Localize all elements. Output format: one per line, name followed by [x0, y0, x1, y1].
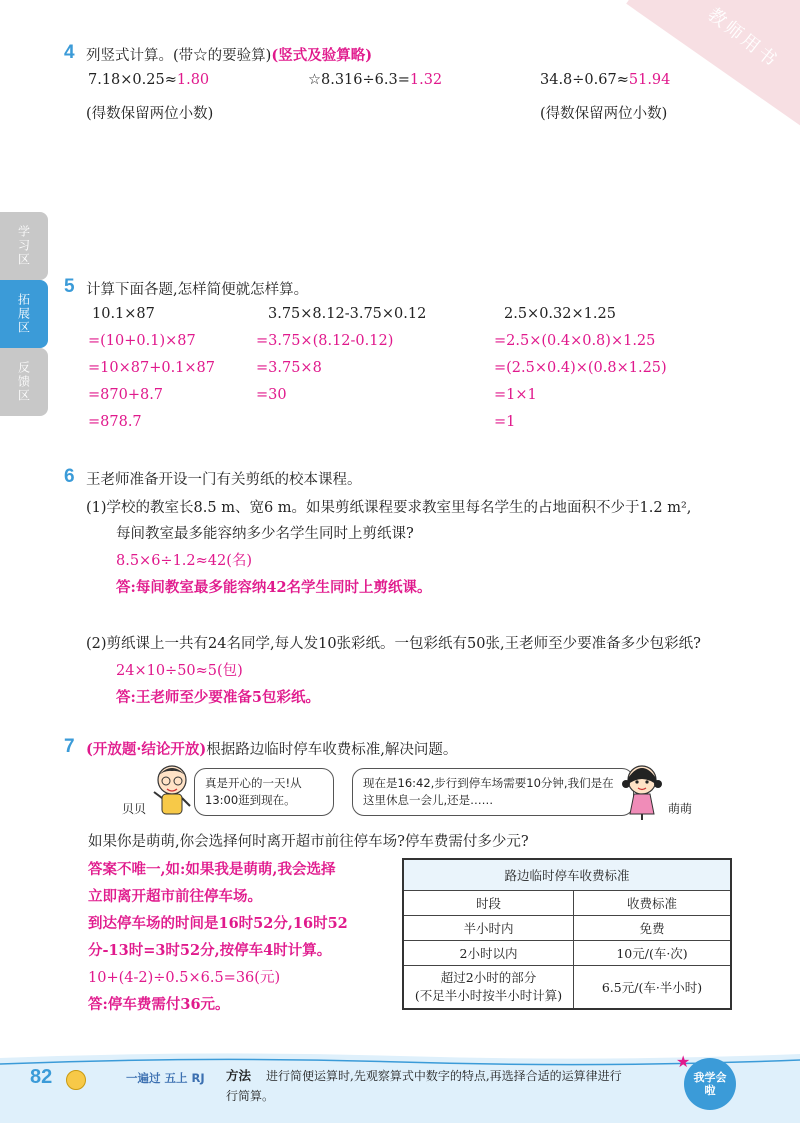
q5-col2-step: =30 — [256, 387, 287, 403]
q4-prompt — [86, 44, 372, 65]
q5-col1-expr: 10.1×87 — [92, 306, 155, 322]
table-header: 收费标准 — [574, 891, 731, 916]
q6-number: 6 — [64, 466, 75, 487]
speech-bubble-left — [194, 768, 334, 816]
q4-ans-2: 1.32 — [409, 72, 443, 88]
q5-col1-step: =878.7 — [88, 414, 142, 430]
table-cell — [403, 966, 574, 1010]
q4-item-3 — [540, 72, 670, 88]
q6-part1-answer: 答:每间教室最多能容纳42名学生同时上剪纸课。 — [116, 579, 432, 596]
q5-col3-step: =(2.5×0.4)×(0.8×1.25) — [494, 360, 667, 376]
q6-part2-answer: 答:王老师至少要准备5包彩纸。 — [116, 689, 320, 706]
method-text-line2: 行简算。 — [226, 1089, 275, 1103]
q5-col1-step: =10×87+0.1×87 — [88, 360, 216, 376]
table-cell-main: 超过2小时的部分 — [440, 970, 537, 985]
q4-prompt-text: 列竖式计算。(带☆的要验算) — [86, 48, 272, 64]
page-number: 82 — [30, 1066, 53, 1088]
q7-answer-line: 答案不唯一,如:如果我是萌萌,我会选择 — [88, 861, 336, 878]
q7-tag: (开放题·结论开放) — [86, 741, 207, 758]
q6-part1-calc: 8.5×6÷1.2≈42(名) — [116, 553, 253, 569]
girl-illustration — [620, 762, 664, 822]
parking-fee-table — [402, 858, 732, 1010]
q6-part2-calc: 24×10÷50≈5(包) — [116, 663, 243, 679]
q4-item-1 — [88, 72, 209, 88]
q7-answer-line: 答:停车费需付36元。 — [88, 996, 230, 1013]
badge-text: 我学会啦 — [693, 1071, 727, 1097]
tab-feedback[interactable]: 反馈区 — [0, 348, 48, 416]
method-label: 方法 — [226, 1068, 252, 1083]
q5-col1-step: =(10+0.1)×87 — [88, 333, 196, 349]
q4-item-2 — [308, 72, 442, 88]
q4-ans-3: 51.94 — [628, 72, 671, 88]
q5-col3-step: =1×1 — [494, 387, 537, 403]
q5-prompt: 计算下面各题,怎样简便就怎样算。 — [86, 282, 309, 298]
q4-hint-1: (得数保留两位小数) — [86, 106, 214, 122]
table-row — [403, 891, 731, 916]
speech-bubble-right — [352, 768, 634, 816]
q6-prompt: 王老师准备开设一门有关剪纸的校本课程。 — [86, 472, 362, 488]
q7-answer-line: 到达停车场的时间是16时52分,16时52 — [88, 915, 348, 932]
q5-col2-step: =3.75×8 — [256, 360, 322, 376]
q4-expr-1: 7.18×0.25≈ — [88, 72, 177, 88]
q4-ans-1: 1.80 — [176, 72, 210, 88]
badge-icon — [684, 1058, 736, 1110]
q7-number: 7 — [64, 736, 75, 757]
table-cell-note: (不足半小时按半小时计算) — [414, 988, 563, 1003]
mascot-icon — [66, 1070, 86, 1090]
q7-answer-line: 立即离开超市前往停车场。 — [88, 888, 262, 905]
brand-label: 一遍过 五上 RJ — [126, 1071, 205, 1085]
table-row — [403, 966, 731, 1010]
table-row — [403, 916, 731, 941]
q7-heading — [86, 738, 457, 759]
table-header: 时段 — [403, 891, 574, 916]
q6-part1-line1: (1)学校的教室长8.5 m、宽6 m。如果剪纸课程要求教室里每名学生的占地面积不少于1.2 m², — [86, 500, 692, 516]
boy-illustration — [150, 762, 194, 820]
q6-part2-line: (2)剪纸课上一共有24名同学,每人发10张彩纸。一包彩纸有50张,王老师至少要准备多少包彩纸? — [86, 636, 701, 652]
q4-expr-3: 34.8÷0.67≈ — [540, 72, 629, 88]
q5-col2-expr: 3.75×8.12-3.75×0.12 — [268, 306, 427, 322]
bubble-right-text: 现在是16:42,步行到停车场需要10分钟,我们是在这里休息一会儿,还是…… — [363, 776, 614, 807]
table-row — [403, 941, 731, 966]
q5-col3-step: =2.5×(0.4×0.8)×1.25 — [494, 333, 656, 349]
q5-col3-expr: 2.5×0.32×1.25 — [504, 306, 616, 322]
tab-study[interactable]: 学习区 — [0, 212, 48, 280]
boy-name: 贝贝 — [122, 802, 147, 816]
q7-answer-line: 分-13时=3时52分,按停车4时计算。 — [88, 942, 332, 959]
q4-expr-2: ☆8.316÷6.3= — [308, 72, 410, 88]
footer-bar — [0, 1050, 800, 1123]
table-row — [403, 859, 731, 891]
q4-number: 4 — [64, 42, 75, 63]
q5-number: 5 — [64, 276, 75, 297]
table-cell: 2小时以内 — [403, 941, 574, 966]
star-icon: ★ — [676, 1052, 691, 1071]
table-cell: 免费 — [574, 916, 731, 941]
q7-question: 如果你是萌萌,你会选择何时离开超市前往停车场?停车费需付多少元? — [88, 834, 529, 850]
q5-col2-step: =3.75×(8.12-0.12) — [256, 333, 394, 349]
table-title: 路边临时停车收费标准 — [403, 859, 731, 891]
tab-extend[interactable]: 拓展区 — [0, 280, 48, 348]
q4-note: (竖式及验算略) — [271, 47, 373, 64]
table-cell: 半小时内 — [403, 916, 574, 941]
q6-part1-line2: 每间教室最多能容纳多少名学生同时上剪纸课? — [116, 526, 414, 542]
q7-prompt: 根据路边临时停车收费标准,解决问题。 — [206, 742, 458, 758]
girl-name: 萌萌 — [668, 802, 693, 816]
q7-answer-line: 10+(4-2)÷0.5×6.5=36(元) — [88, 970, 281, 986]
q5-col1-step: =870+8.7 — [88, 387, 164, 403]
q4-hint-3: (得数保留两位小数) — [540, 106, 668, 122]
table-cell: 6.5元/(车·半小时) — [574, 966, 731, 1010]
watermark-text: 教师用书 — [703, 4, 783, 73]
method-text-line1: 进行简便运算时,先观察算式中数字的特点,再选择合适的运算律进行 — [266, 1069, 622, 1083]
bubble-left-text: 真是开心的一天!从13:00逛到现在。 — [205, 776, 302, 807]
table-cell: 10元/(车·次) — [574, 941, 731, 966]
q5-col3-step: =1 — [494, 414, 516, 430]
